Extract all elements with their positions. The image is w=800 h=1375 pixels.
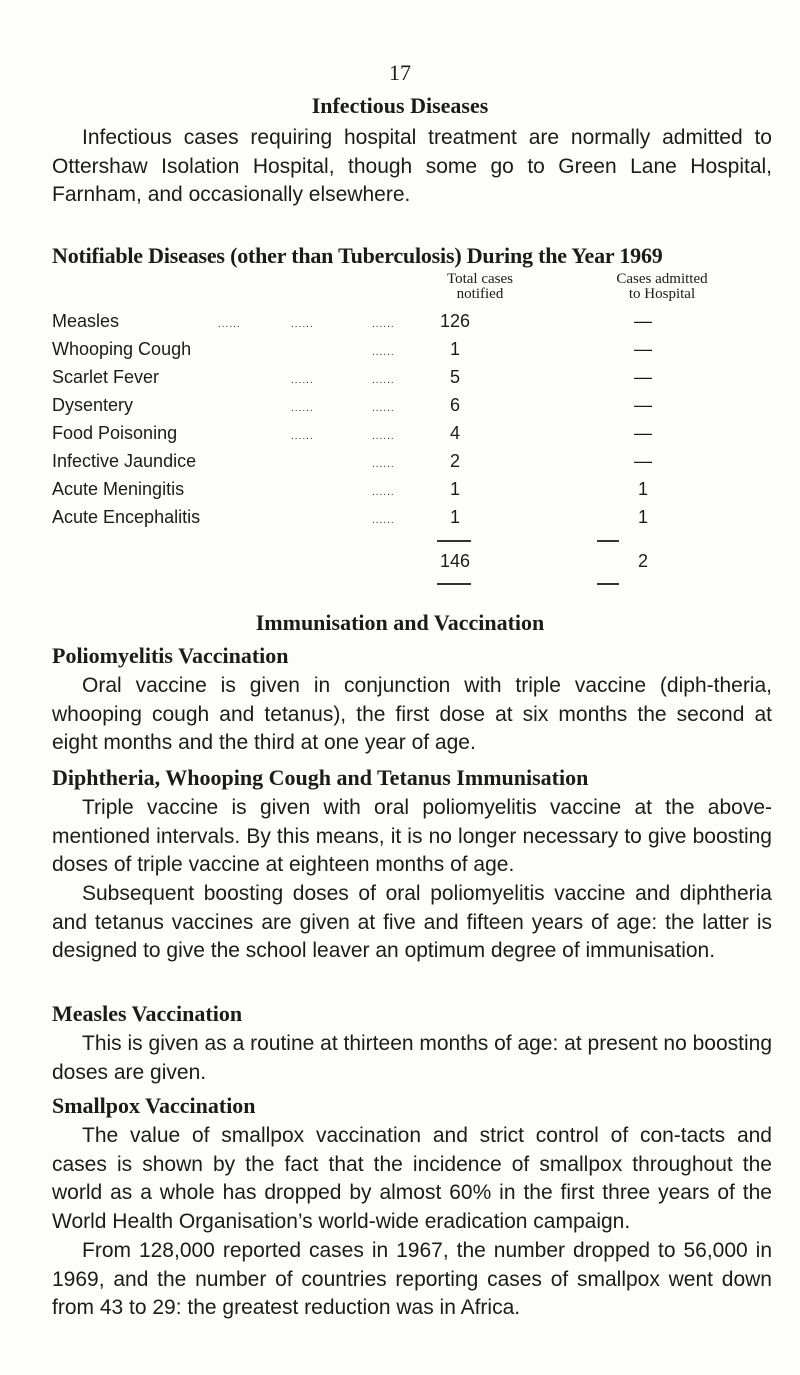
total-rule-top bbox=[437, 540, 471, 542]
table-row bbox=[52, 451, 772, 479]
total-cases: 2 bbox=[449, 451, 460, 471]
column-header-admitted-line1: Cases admitted bbox=[616, 271, 708, 287]
total-cases: 126 bbox=[439, 311, 471, 331]
column-header-total-line1: Total cases bbox=[446, 271, 513, 287]
table-row bbox=[52, 311, 772, 339]
sum-cases-admitted: 2 bbox=[637, 551, 648, 571]
column-header-admitted bbox=[572, 272, 752, 302]
polio-heading: Poliomyelitis Vaccination bbox=[52, 643, 289, 668]
table-row bbox=[52, 507, 772, 535]
total-cases: 5 bbox=[449, 367, 460, 387]
smallpox-paragraph-1: The value of smallpox vaccination and strict control of con-tacts and cases is shown by the fact that the incidence of smallpox throughout the world as a whole has dropped by almost 60% in the first three years of the World Health Organisation’s world-wide eradication campaign. bbox=[52, 1124, 772, 1233]
total-cases: 1 bbox=[449, 507, 460, 527]
admitted-rule-bottom bbox=[597, 583, 619, 585]
table-row bbox=[52, 367, 772, 395]
measles-heading: Measles Vaccination bbox=[52, 1001, 243, 1026]
cases-admitted: — bbox=[634, 339, 652, 359]
diphtheria-heading: Diphtheria, Whooping Cough and Tetanus Immunisation bbox=[52, 765, 589, 790]
disease-name: Food Poisoning bbox=[52, 423, 178, 443]
leader-dots: ...... bbox=[372, 431, 395, 442]
leader-dots: ...... bbox=[372, 403, 395, 414]
table-row bbox=[52, 395, 772, 423]
disease-name: Scarlet Fever bbox=[52, 367, 160, 387]
column-header-total-line2: notified bbox=[456, 286, 504, 302]
leader-dots: ...... bbox=[372, 487, 395, 498]
disease-name: Acute Encephalitis bbox=[52, 507, 201, 527]
diphtheria-paragraph-1: Triple vaccine is given with oral poliomyelitis vaccine at the above-mentioned intervals. By this means, it is no longer necessary to give boosting doses of triple vaccine at eighteen months of age. bbox=[52, 796, 772, 876]
table-row bbox=[52, 339, 772, 367]
table-row bbox=[52, 423, 772, 451]
cases-admitted: — bbox=[634, 395, 652, 415]
leader-dots: ...... bbox=[291, 319, 314, 330]
disease-name: Acute Meningitis bbox=[52, 479, 185, 499]
cases-admitted: 1 bbox=[637, 479, 648, 499]
cases-admitted: — bbox=[634, 423, 652, 443]
immunisation-heading: Immunisation and Vaccination bbox=[255, 610, 545, 635]
table-totals-row bbox=[52, 551, 772, 579]
leader-dots: ...... bbox=[372, 347, 395, 358]
cases-admitted: — bbox=[634, 451, 652, 471]
cases-admitted: — bbox=[634, 367, 652, 387]
disease-name: Whooping Cough bbox=[52, 339, 192, 359]
polio-paragraph: Oral vaccine is given in conjunction with triple vaccine (diph-theria, whooping cough and tetanus), the first dose at six months the second at eight months and the third at one year of age. bbox=[52, 674, 772, 754]
leader-dots: ...... bbox=[372, 375, 395, 386]
leader-dots: ...... bbox=[372, 319, 395, 330]
total-cases: 4 bbox=[449, 423, 460, 443]
leader-dots: ...... bbox=[372, 459, 395, 470]
table-title: Notifiable Diseases (other than Tuberculosis) During the Year 1969 bbox=[52, 243, 663, 268]
leader-dots: ...... bbox=[291, 431, 314, 442]
total-cases: 6 bbox=[449, 395, 460, 415]
leader-dots: ...... bbox=[291, 375, 314, 386]
smallpox-paragraph-2: From 128,000 reported cases in 1967, the number dropped to 56,000 in 1969, and the number of countries reporting cases of smallpox went down from 43 to 29: the greatest reduction was in Africa. bbox=[52, 1239, 772, 1319]
smallpox-heading: Smallpox Vaccination bbox=[52, 1093, 256, 1118]
leader-dots: ...... bbox=[218, 319, 241, 330]
infectious-diseases-paragraph: Infectious cases requiring hospital treatment are normally admitted to Ottershaw Isolation Hospital, though some go to Green Lane Hospital, Farnham, and occasionally elsewhere. bbox=[52, 126, 772, 206]
total-cases: 1 bbox=[449, 479, 460, 499]
cases-admitted: — bbox=[634, 311, 652, 331]
disease-name: Dysentery bbox=[52, 395, 134, 415]
cases-admitted: 1 bbox=[637, 507, 648, 527]
disease-name: Measles bbox=[52, 311, 120, 331]
column-header-total bbox=[390, 272, 570, 302]
infectious-diseases-heading: Infectious Diseases bbox=[311, 93, 489, 118]
column-header-admitted-line2: to Hospital bbox=[628, 286, 696, 302]
leader-dots: ...... bbox=[291, 403, 314, 414]
measles-paragraph: This is given as a routine at thirteen months of age: at present no boosting doses are given. bbox=[52, 1032, 772, 1084]
leader-dots: ...... bbox=[372, 515, 395, 526]
total-rule-bottom bbox=[437, 583, 471, 585]
sum-total-cases: 146 bbox=[439, 551, 471, 571]
diphtheria-paragraph-2: Subsequent boosting doses of oral poliomyelitis vaccine and diphtheria and tetanus vaccines are given at five and fifteen years of age: the latter is designed to give the school leaver an optimum degree of immunisation. bbox=[52, 882, 772, 962]
page-number: 17 bbox=[389, 60, 411, 85]
disease-name: Infective Jaundice bbox=[52, 451, 197, 471]
admitted-rule-top bbox=[597, 540, 619, 542]
table-row bbox=[52, 479, 772, 507]
total-cases: 1 bbox=[449, 339, 460, 359]
